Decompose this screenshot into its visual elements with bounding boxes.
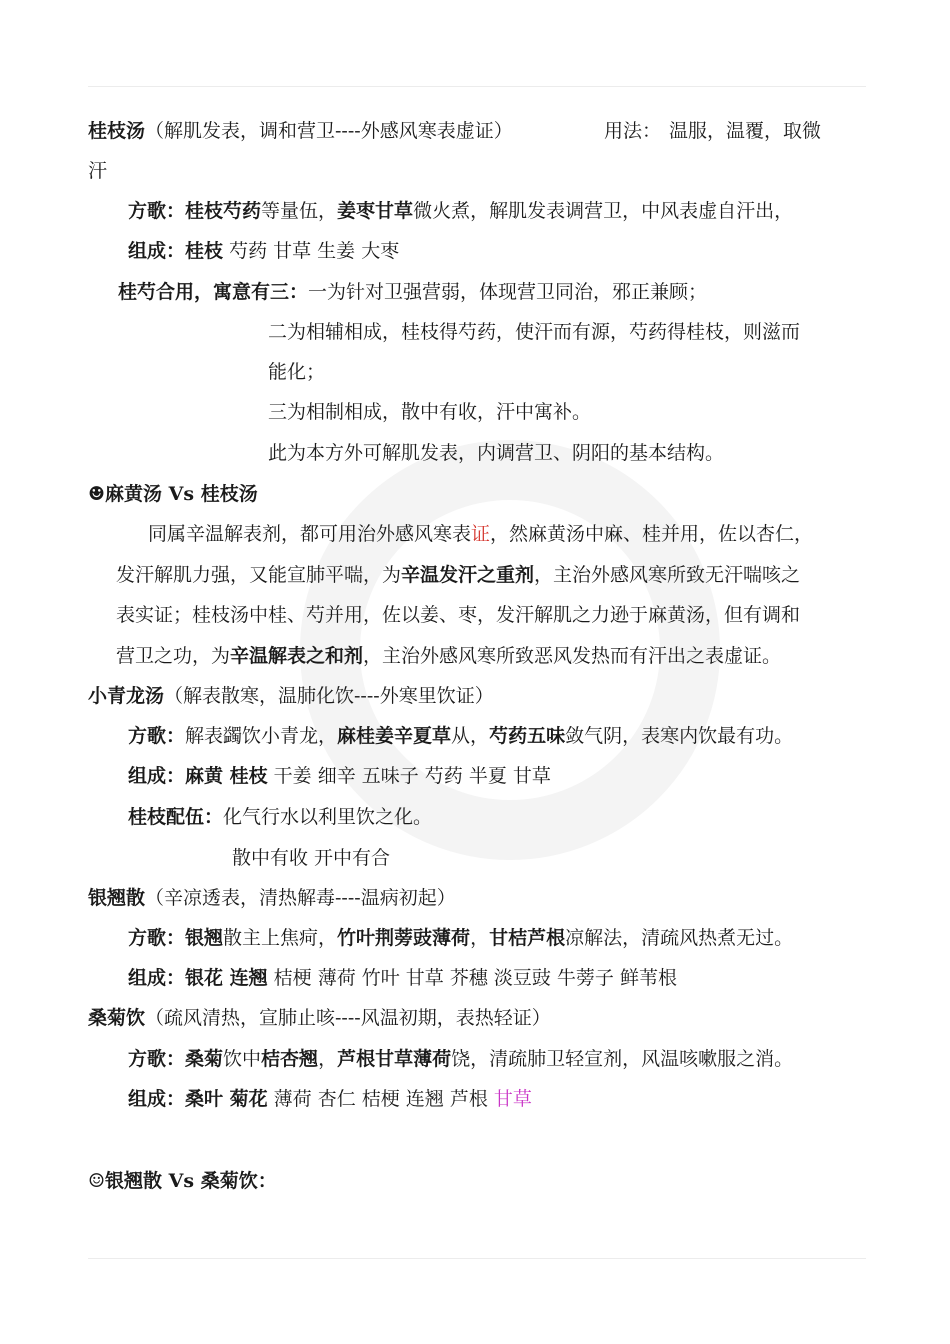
composition-bold: 桑叶 菊花 [185, 1088, 268, 1110]
paragraph-text: ，然麻黄汤中麻、桂并用，佐以杏仁， [490, 523, 814, 545]
song-label: 方歌： [128, 927, 186, 949]
guizhitang-heading [88, 118, 513, 144]
meaning-text: 一为针对卫强营弱，体现营卫同治，邪正兼顾； [308, 281, 708, 303]
formula-subtitle: （解表散寒，温肺化饮----外寒里饮证） [164, 685, 494, 707]
formula-title: 桑菊饮 [88, 1007, 146, 1029]
composition-bold: 银花 连翘 [185, 967, 268, 989]
sangjuyin-heading [88, 1005, 551, 1031]
song-bold: 甘桔芦根 [489, 927, 566, 949]
pairing-label: 桂枝配伍： [128, 806, 224, 828]
formula-composition [128, 965, 677, 991]
song-text: 等量伍， [261, 200, 338, 222]
song-text: 微火煮，解肌发表调营卫，中风表虚自汗出， [413, 200, 794, 222]
paragraph-text: 发汗解肌力强，又能宣肺平喘，为 [116, 564, 402, 586]
paragraph-text: ，主治外感风寒所致恶风发热而有汗出之表虚证。 [363, 645, 782, 667]
usage-continuation: 汗 [88, 160, 108, 182]
bottom-divider [88, 1258, 866, 1259]
paragraph-highlight: 证 [471, 523, 491, 545]
song-bold: 银翘 [185, 927, 224, 949]
composition-highlight: 甘草 [493, 1088, 532, 1110]
comparison-heading: ☺银翘散 Vs 桑菊饮： [88, 1170, 277, 1192]
meaning-bold: 寓意有三： [213, 281, 309, 303]
comparison-heading: ☻麻黄汤 Vs 桂枝汤 [88, 483, 258, 505]
composition-text: 芍药 甘草 生姜 大枣 [223, 240, 400, 262]
formula-title: 桂枝汤 [88, 120, 146, 142]
pairing-text: 化气行水以利里饮之化。 [223, 806, 433, 828]
yinqiaosan-heading [88, 885, 456, 911]
song-text: 散主上焦疴， [223, 927, 338, 949]
composition-label: 组成： [128, 1088, 186, 1110]
formula-subtitle: （疏风清热，宣肺止咳----风温初期，表热轻证） [145, 1007, 551, 1029]
paragraph-bold: 辛温解表之和剂 [230, 645, 364, 667]
usage-label: 用法： [604, 120, 662, 142]
song-bold: 芍药五味 [489, 725, 566, 747]
composition-text: 桔梗 薄荷 竹叶 甘草 芥穗 淡豆豉 牛蒡子 鲜苇根 [267, 967, 677, 989]
guizhi-pairing-line [128, 804, 432, 830]
formula-composition [128, 1086, 532, 1112]
composition-text: 薄荷 杏仁 桔梗 连翘 芦根 [267, 1088, 494, 1110]
song-bold: 桑菊 [185, 1048, 224, 1070]
song-text: 解表蠲饮小青龙， [185, 725, 338, 747]
comparison-paragraph-line [148, 521, 813, 547]
formula-song [128, 723, 793, 749]
meaning-point-4: 此为本方外可解肌发表，内调营卫、阴阳的基本结构。 [268, 442, 725, 464]
composition-bold: 桂枝 [185, 240, 224, 262]
song-bold: 桂枝芍药 [185, 200, 262, 222]
paragraph-text: ，主治外感风寒所致无汗喘咳之 [534, 564, 801, 586]
top-divider [88, 86, 866, 87]
usage-line [604, 118, 821, 144]
formula-title: 银翘散 [88, 887, 146, 909]
song-text: 饮中 [223, 1048, 262, 1070]
comparison-paragraph-line [116, 643, 781, 669]
meaning-point-3: 三为相制相成，散中有收，汗中寓补。 [268, 401, 592, 423]
song-label: 方歌： [128, 1048, 186, 1070]
comparison-paragraph-line [116, 562, 800, 588]
meaning-bold: 桂芍合用， [118, 281, 214, 303]
formula-song [128, 1046, 793, 1072]
composition-label: 组成： [128, 765, 186, 787]
song-bold: 姜枣甘草 [337, 200, 414, 222]
usage-text: 温服，温覆，取微 [669, 120, 822, 142]
composition-bold: 麻黄 桂枝 [185, 765, 268, 787]
xiaoqinglongtang-heading [88, 683, 494, 709]
comparison-paragraph-line: 表实证；桂枝汤中桂、芍并用，佐以姜、枣，发汗解肌之力逊于麻黄汤，但有调和 [116, 604, 801, 626]
formula-song [128, 198, 793, 224]
composition-label: 组成： [128, 240, 186, 262]
song-text: 饶，清疏肺卫轻宣剂，风温咳嗽服之消。 [451, 1048, 794, 1070]
formula-subtitle: （辛凉透表，清热解毒----温病初起） [145, 887, 456, 909]
formula-subtitle: （解肌发表，调和营卫----外感风寒表虚证） [145, 120, 513, 142]
formula-composition [128, 238, 399, 264]
formula-song [128, 925, 793, 951]
song-bold: 桔杏翘 [261, 1048, 319, 1070]
song-bold: 竹叶荆蒡豉薄荷 [337, 927, 471, 949]
meaning-line [118, 279, 707, 305]
song-text: ， [470, 927, 490, 949]
song-bold: 芦根甘草薄荷 [337, 1048, 452, 1070]
song-label: 方歌： [128, 725, 186, 747]
paragraph-text: 营卫之功，为 [116, 645, 231, 667]
song-text: 从， [451, 725, 490, 747]
paragraph-bold: 辛温发汗之重剂 [401, 564, 535, 586]
composition-text: 干姜 细辛 五味子 芍药 半夏 甘草 [267, 765, 551, 787]
formula-composition [128, 763, 551, 789]
meaning-point-2b: 能化； [268, 361, 326, 383]
composition-label: 组成： [128, 967, 186, 989]
paragraph-text: 同属辛温解表剂，都可用治外感风寒表 [148, 523, 472, 545]
song-text: 凉解法，清疏风热煮无过。 [565, 927, 794, 949]
song-label: 方歌： [128, 200, 186, 222]
song-text: ， [318, 1048, 338, 1070]
formula-title: 小青龙汤 [88, 685, 165, 707]
meaning-point-2a: 二为相辅相成，桂枝得芍药，使汗而有源，芍药得桂枝，则滋而 [268, 321, 801, 343]
song-text: 敛气阴，表寒内饮最有功。 [565, 725, 794, 747]
song-bold: 麻桂姜辛夏草 [337, 725, 452, 747]
pairing-summary: 散中有收 开中有合 [232, 847, 391, 869]
